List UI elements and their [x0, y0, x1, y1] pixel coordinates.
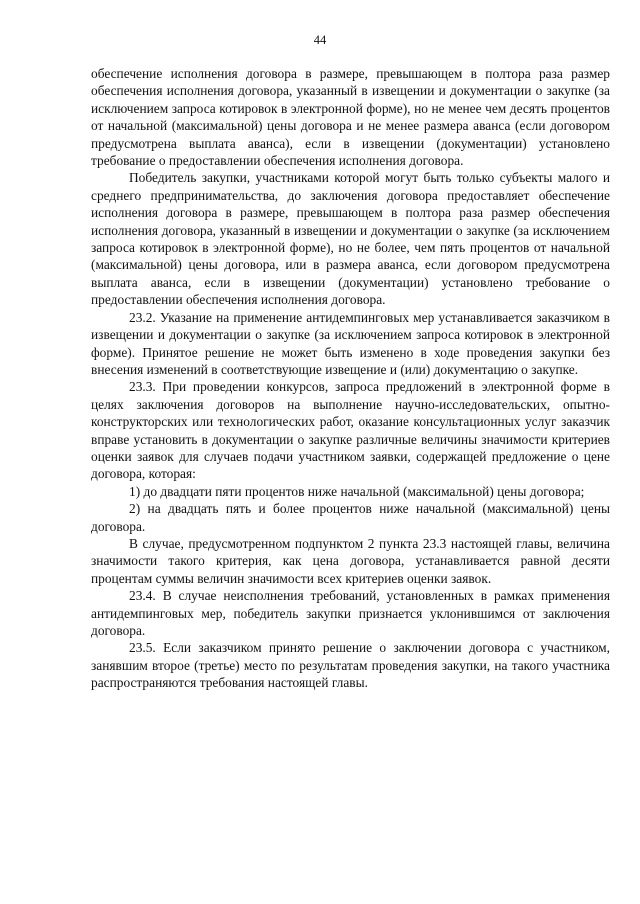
paragraph: обеспечение исполнения договора в размере, превышающем в полтора раза размер обеспечения исполнения договора, указанный в извещении и документации о закупке (за исключением запроса котировок в электронной форме), но не менее чем десять процентов от начальной (максимальной) цены договора и не менее размера аванса (если договором предусмотрена выплата аванса), если в извещении (документации) установлено требование о предоставлении обеспечения исполнения договора. — [91, 66, 610, 169]
list-item-2: 2) на двадцать пять и более процентов ниже начальной (максимальной) цены договора. — [91, 501, 610, 534]
paragraph-23-3: 23.3. При проведении конкурсов, запроса предложений в электронной форме в целях заключения договоров на выполнение научно-исследовательских, опытно-конструкторских или технологических работ, оказание консультационных услуг заказчик вправе установить в документации о закупке различные величины значимости критериев оценки заявок для случаев подачи участником заявки, содержащей предложение о цене договора, которая: — [91, 379, 610, 482]
page-number: 44 — [313, 33, 327, 47]
document-body — [91, 65, 610, 692]
paragraph: В случае, предусмотренном подпунктом 2 пункта 23.3 настоящей главы, величина значимости такого критерия, как цена договора, устанавливается равной десяти процентам суммы величин значимости всех критериев оценки заявок. — [91, 535, 610, 586]
paragraph: Победитель закупки, участниками которой могут быть только субъекты малого и среднего предпринимательства, до заключения договора предоставляет обеспечение исполнения договора в размере, превышающем в полтора раза размер обеспечения исполнения договора, указанный в извещении и документации о закупке (за исключением запроса котировок в электронной форме), но не более, чем пять процентов от начальной (максимальной) цены договора, или в размера аванса, если договором предусмотрена выплата аванса, если в извещении (документации) установлено требование о предоставлении обеспечения исполнения договора. — [91, 170, 610, 308]
paragraph-23-2: 23.2. Указание на применение антидемпинговых мер устанавливается заказчиком в извещении и документации о закупке (за исключением запроса котировок в электронной форме). Принятое решение не может быть изменено в ходе проведения закупки без внесения изменений в соответствующие извещение и (или) документацию о закупке. — [91, 309, 610, 377]
list-item-1: 1) до двадцати пяти процентов ниже начальной (максимальной) цены договора; — [129, 483, 585, 499]
paragraph-23-4: 23.4. В случае неисполнения требований, установленных в рамках применения антидемпинговых мер, победитель закупки признается уклонившимся от заключения договора. — [91, 588, 610, 638]
paragraph-23-5: 23.5. Если заказчиком принято решение о заключении договора с участником, занявшим второе (третье) место по результатам проведения закупки, на такого участника распространяются требования настоящей главы. — [91, 640, 610, 691]
